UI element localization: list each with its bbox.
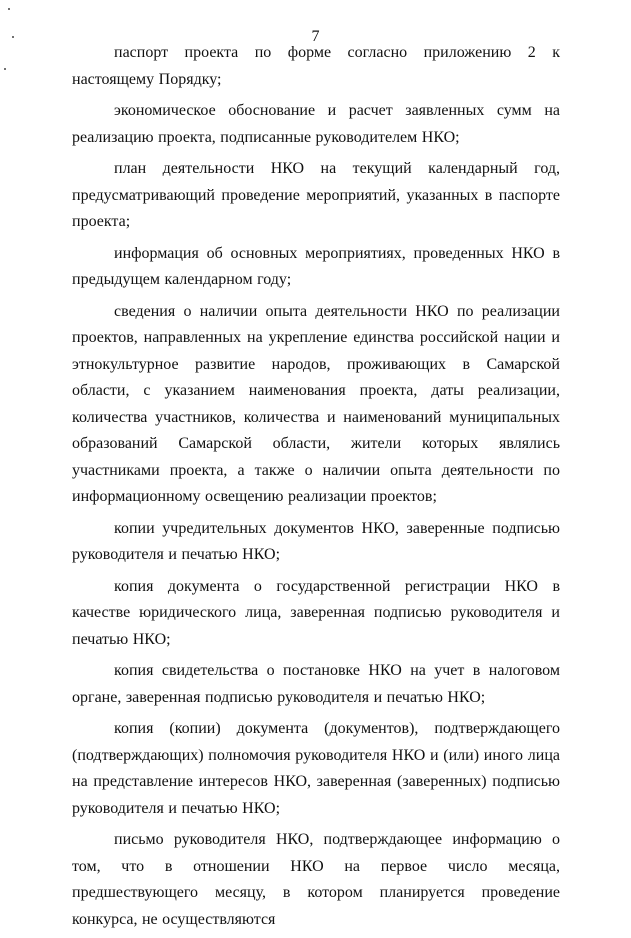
list-item: план деятельности НКО на текущий календарный год, предусматривающий проведение мероприятий, указанных в паспорте проекта; [72,160,560,230]
list-item: экономическое обоснование и расчет заявленных сумм на реализацию проекта, подписанные руководителем НКО; [72,102,560,146]
list-item: копия (копии) документа (документов), подтверждающего (подтверждающих) полномочия руководителя НКО и (или) иного лица на представление интересов НКО, заверенная (заверенных) подписью руководителя и печатью НКО; [72,720,560,817]
list-item: копия свидетельства о постановке НКО на учет в налоговом органе, заверенная подписью руководителя и печатью НКО; [72,662,560,706]
list-item: информация об основных мероприятиях, проведенных НКО в предыдущем календарном году; [72,244,560,288]
list-item: сведения о наличии опыта деятельности НКО по реализации проектов, направленных на укрепление единства российской нации и этнокультурное развитие народов, проживающих в Самарской области, с указанием наименования проекта, даты реализации, количества участников, количества и наименований муниципальных образований Самарской области, жители которых являлись участниками проекта, а также о наличии опыта деятельности по информационному освещению реализации проектов; [72,302,560,505]
list-item: копии учредительных документов НКО, заверенные подписью руководителя и печатью НКО; [72,519,560,563]
scan-speck [8,8,10,10]
document-body [72,40,560,938]
list-item: копия документа о государственной регистрации НКО в качестве юридического лица, заверенная подписью руководителя и печатью НКО; [72,577,560,648]
page-number: 7 [311,28,320,45]
list-item: паспорт проекта по форме согласно приложению 2 к настоящему Порядку; [72,44,560,88]
list-item: письмо руководителя НКО, подтверждающее информацию о том, что в отношении НКО на первое число месяца, предшествующего месяцу, в котором планируется проведение конкурса, не осуществляются [72,831,560,928]
scan-speck [4,68,6,70]
